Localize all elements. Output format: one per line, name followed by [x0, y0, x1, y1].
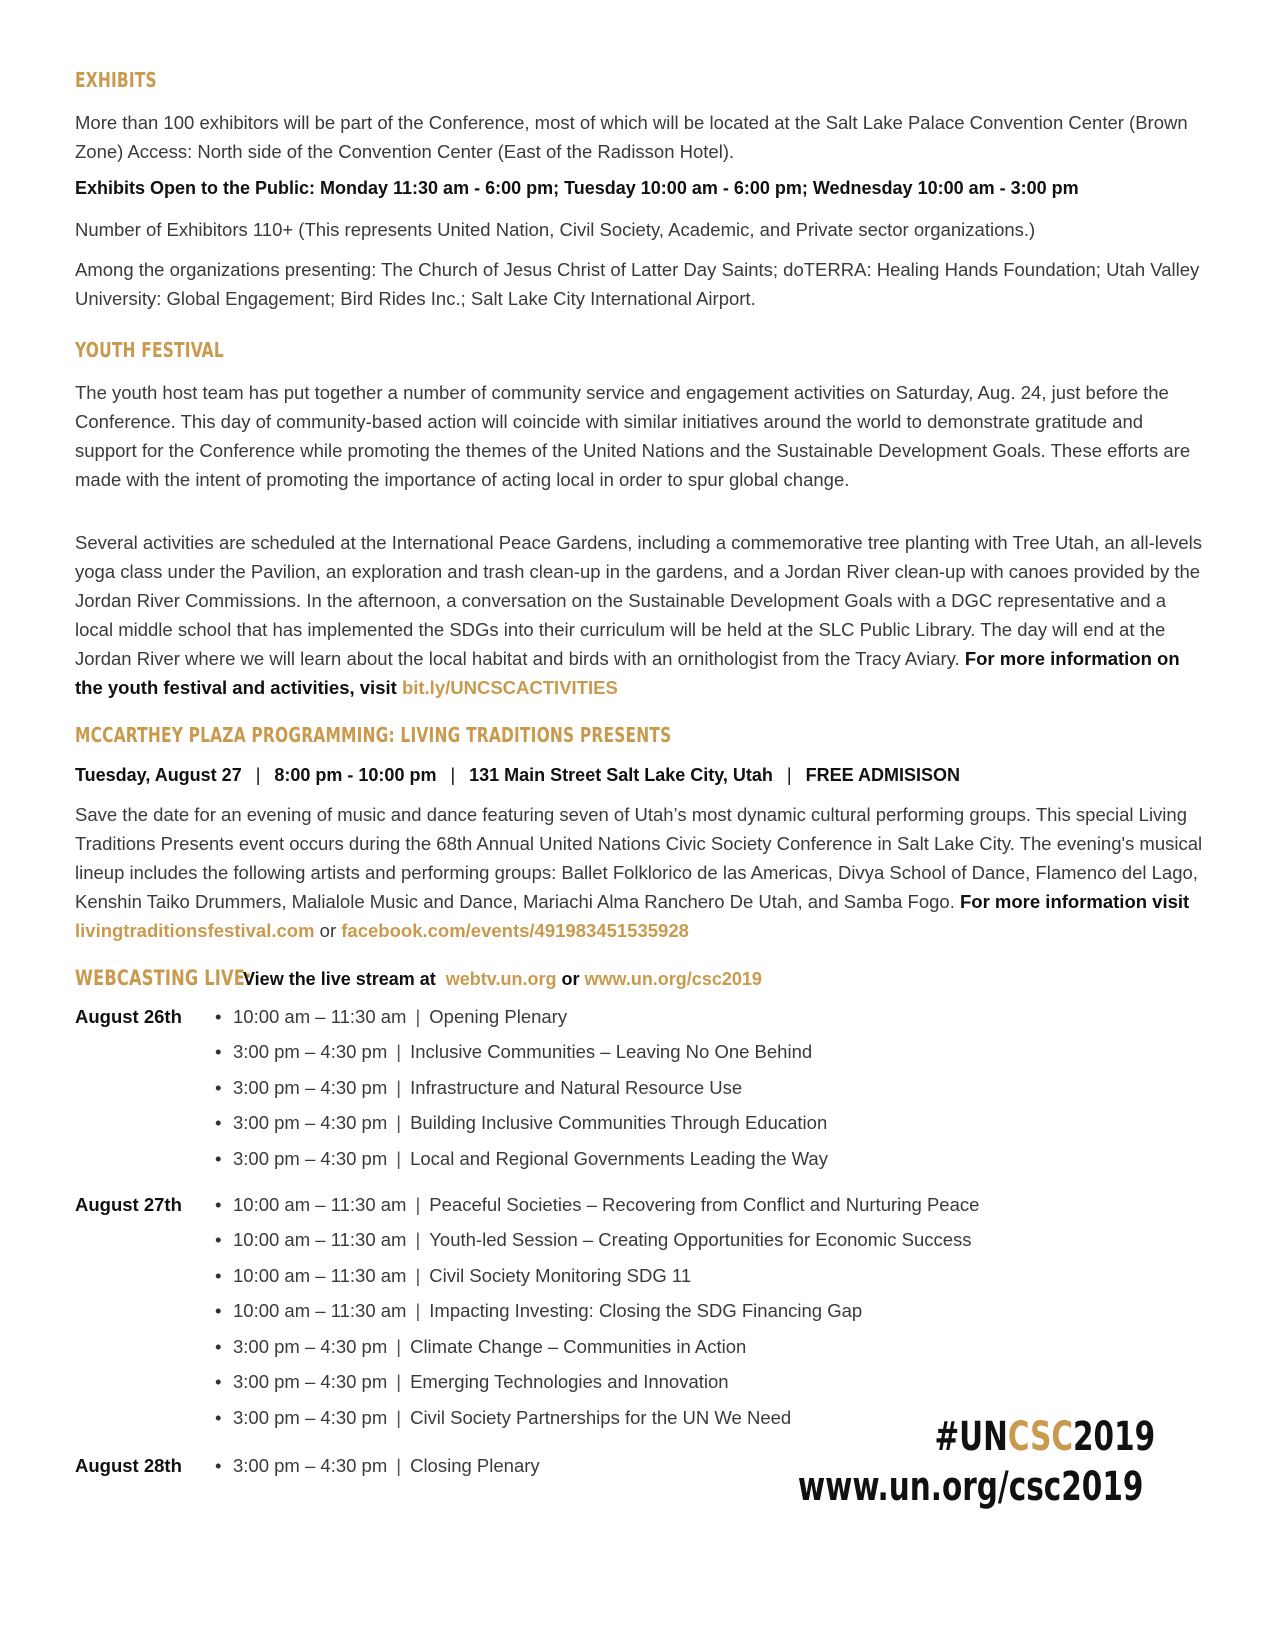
plaza-address: 131 Main Street Salt Lake City, Utah	[469, 765, 773, 785]
youth-festival-heading: YOUTH FESTIVAL	[75, 338, 224, 362]
exhibits-hours: Exhibits Open to the Public: Monday 11:30 am - 6:00 pm; Tuesday 10:00 am - 6:00 pm; Wednesday 10:00 am - 3:00 pm	[75, 178, 1079, 198]
youth-festival-paragraph-1: The youth host team has put together a number of community service and engagement activities on Saturday, Aug. 24, just before the Conference. This day of community-based action will coincide with similar initiatives around the world to demonstrate gratitude and support for the Conference while promoting the themes of the United Nations and the Sustainable Development Goals. These efforts are made with the intent of promoting the importance of acting local in order to spur global change.	[75, 382, 1191, 490]
hashtag-brand: #UNCSC2019	[934, 1414, 1155, 1460]
schedule-item: • 3:00 pm – 4:30 pm | Civil Society Partnerships for the UN We Need	[215, 1407, 792, 1428]
plaza-more-info: For more information visit	[959, 891, 1190, 912]
plaza-time: 8:00 pm - 10:00 pm	[274, 765, 437, 785]
plaza-or: or	[319, 920, 337, 941]
brand-url: www.un.org/csc2019	[797, 1464, 1143, 1510]
webcast-view-text: View the live stream at	[243, 969, 436, 989]
schedule-item: • 10:00 am – 11:30 am | Impacting Investing: Closing the SDG Financing Gap	[215, 1300, 863, 1321]
schedule-item: • 3:00 pm – 4:30 pm | Emerging Technologies and Innovation	[215, 1371, 729, 1392]
webcast-heading: WEBCASTING LIVE:	[75, 966, 252, 990]
plaza-separator: |	[786, 765, 792, 785]
schedule-item: • 3:00 pm – 4:30 pm | Local and Regional Governments Leading the Way	[215, 1148, 828, 1169]
facebook-event-link[interactable]: facebook.com/events/491983451535928	[341, 920, 689, 941]
youth-festival-paragraph-2-text: Several activities are scheduled at the International Peace Gardens, including a commemorative tree planting with Tree Utah, an all-levels yoga class under the Pavilion, an exploration and trash clean-up in the gardens, and a Jordan River clean-up with canoes provided by the Jordan River Commissions. In the afternoon, a conversation on the Sustainable Development Goals with a DGC representative and a local middle school that has implemented the SDGs into their curriculum will be held at the SLC Public Library. The day will end at the Jordan River where we will learn about the local habitat and birds with an ornithologist from the Tracy Aviary.	[75, 532, 1203, 669]
plaza-paragraph	[75, 800, 1205, 945]
plaza-event-details	[75, 761, 1205, 790]
webcast-view-line	[243, 969, 762, 990]
youth-activities-link[interactable]: bit.ly/UNCSCACTIVITIES	[401, 677, 618, 698]
schedule-item: • 10:00 am – 11:30 am | Peaceful Societies – Recovering from Conflict and Nurturing Peace	[215, 1194, 980, 1215]
schedule-item: • 10:00 am – 11:30 am | Youth-led Session – Creating Opportunities for Economic Success	[215, 1229, 972, 1250]
exhibits-count-paragraph: Number of Exhibitors 110+ (This represents United Nation, Civil Society, Academic, and Private sector organizations.)	[75, 219, 1036, 240]
schedule-day-aug27: August 27th	[75, 1194, 182, 1215]
plaza-date: Tuesday, August 27	[75, 765, 242, 785]
plaza-heading: MCCARTHEY PLAZA PROGRAMMING: LIVING TRADITIONS PRESENTS	[75, 723, 672, 747]
plaza-paragraph-text: Save the date for an evening of music and dance featuring seven of Utah’s most dynamic cultural performing groups. This special Living Traditions Presents event occurs during the 68th Annual United Nations Civic Society Conference in Salt Lake City. The evening's musical lineup includes the following artists and performing groups: Ballet Folklorico de las Americas, Divya School of Dance, Flamenco del Lago, Kenshin Taiko Drummers, Malialole Music and Dance, Mariachi Alma Ranchero De Utah, and Samba Fogo.	[75, 804, 1203, 912]
exhibits-heading: EXHIBITS	[75, 68, 157, 92]
schedule-item: • 3:00 pm – 4:30 pm | Building Inclusive Communities Through Education	[215, 1112, 828, 1133]
schedule-item: • 3:00 pm – 4:30 pm | Inclusive Communities – Leaving No One Behind	[215, 1041, 813, 1062]
plaza-separator: |	[450, 765, 456, 785]
webcast-or: or	[561, 969, 580, 989]
csc2019-link[interactable]: www.un.org/csc2019	[584, 969, 762, 989]
exhibits-intro-paragraph: More than 100 exhibitors will be part of the Conference, most of which will be located at the Salt Lake Palace Convention Center (Brown Zone) Access: North side of the Convention Center (East of the Radisson Hotel).	[75, 112, 1188, 162]
plaza-admission: FREE ADMISISON	[805, 765, 960, 785]
schedule-item: • 3:00 pm – 4:30 pm | Climate Change – Communities in Action	[215, 1336, 747, 1357]
youth-festival-paragraph-2	[75, 528, 1205, 702]
schedule-item: • 3:00 pm – 4:30 pm | Infrastructure and Natural Resource Use	[215, 1077, 743, 1098]
exhibits-organizations-paragraph: Among the organizations presenting: The Church of Jesus Christ of Latter Day Saints; doTERRA: Healing Hands Foundation; Utah Valley University: Global Engagement; Bird Rides Inc.; Salt Lake City International Airport.	[75, 259, 1200, 309]
living-traditions-link[interactable]: livingtraditionsfestival.com	[75, 920, 315, 941]
plaza-separator: |	[255, 765, 261, 785]
schedule-day-aug28: August 28th	[75, 1455, 182, 1476]
schedule-day-aug26: August 26th	[75, 1006, 182, 1027]
schedule-item: • 10:00 am – 11:30 am | Civil Society Monitoring SDG 11	[215, 1265, 692, 1286]
schedule-item: • 10:00 am – 11:30 am | Opening Plenary	[215, 1006, 568, 1027]
schedule-item: • 3:00 pm – 4:30 pm | Closing Plenary	[215, 1455, 540, 1476]
webtv-link[interactable]: webtv.un.org	[445, 969, 557, 989]
youth-more-info: For more information on the youth festival and activities, visit	[75, 648, 1180, 698]
